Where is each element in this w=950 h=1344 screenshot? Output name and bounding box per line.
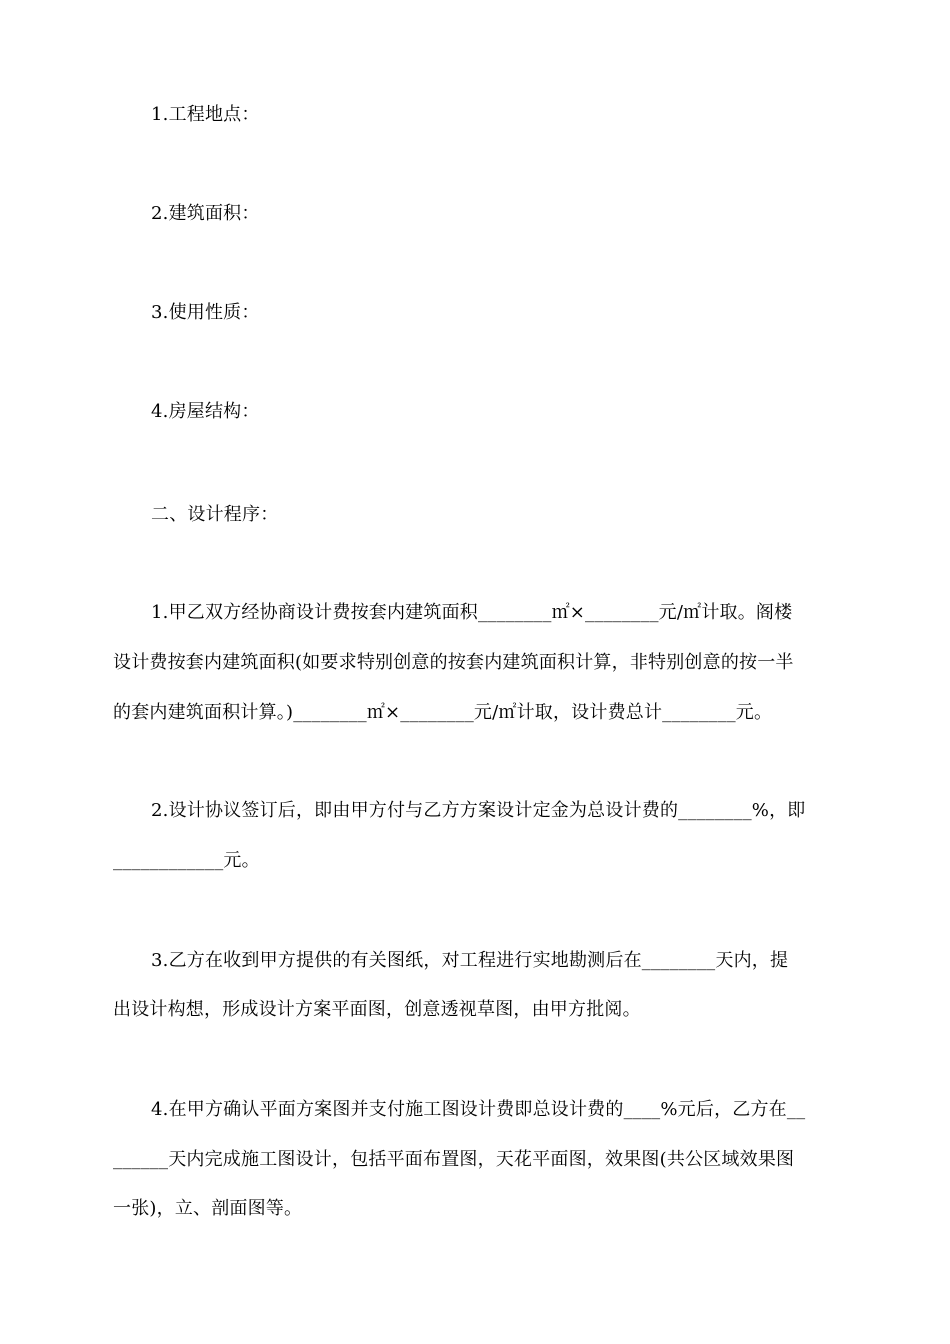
item-usage-nature: 3.使用性质：	[151, 302, 260, 323]
clause-1-line-1: 1.甲乙双方经协商设计费按套内建筑面积________㎡×________元/㎡计取。阁楼	[151, 602, 793, 623]
item-building-area: 2.建筑面积：	[151, 203, 260, 224]
clause-3-line-2: 出设计构想，形成设计方案平面图，创意透视草图，由甲方批阅。	[113, 999, 641, 1020]
section-heading: 二、设计程序：	[151, 504, 279, 525]
clause-4-line-1: 4.在甲方确认平面方案图并支付施工图设计费即总设计费的____%元后，乙方在__	[151, 1099, 806, 1120]
clause-2-line-1: 2.设计协议签订后，即由甲方付与乙方方案设计定金为总设计费的________%，即	[151, 800, 806, 821]
item-house-structure: 4.房屋结构：	[151, 401, 260, 422]
clause-4-line-3: 一张)，立、剖面图等。	[113, 1198, 303, 1219]
clause-1-line-3: 的套内建筑面积计算。)________㎡×________元/㎡计取，设计费总计________元。	[113, 702, 773, 723]
clause-2-line-2: ____________元。	[113, 850, 260, 871]
clause-1-line-2: 设计费按套内建筑面积(如要求特别创意的按套内建筑面积计算，非特别创意的按一半	[113, 652, 794, 673]
clause-3-line-1: 3.乙方在收到甲方提供的有关图纸，对工程进行实地勘测后在________天内，提	[151, 950, 789, 971]
item-project-location: 1.工程地点：	[151, 104, 260, 125]
clause-4-line-2: ______天内完成施工图设计，包括平面布置图，天花平面图，效果图(共公区域效果图	[113, 1149, 795, 1170]
